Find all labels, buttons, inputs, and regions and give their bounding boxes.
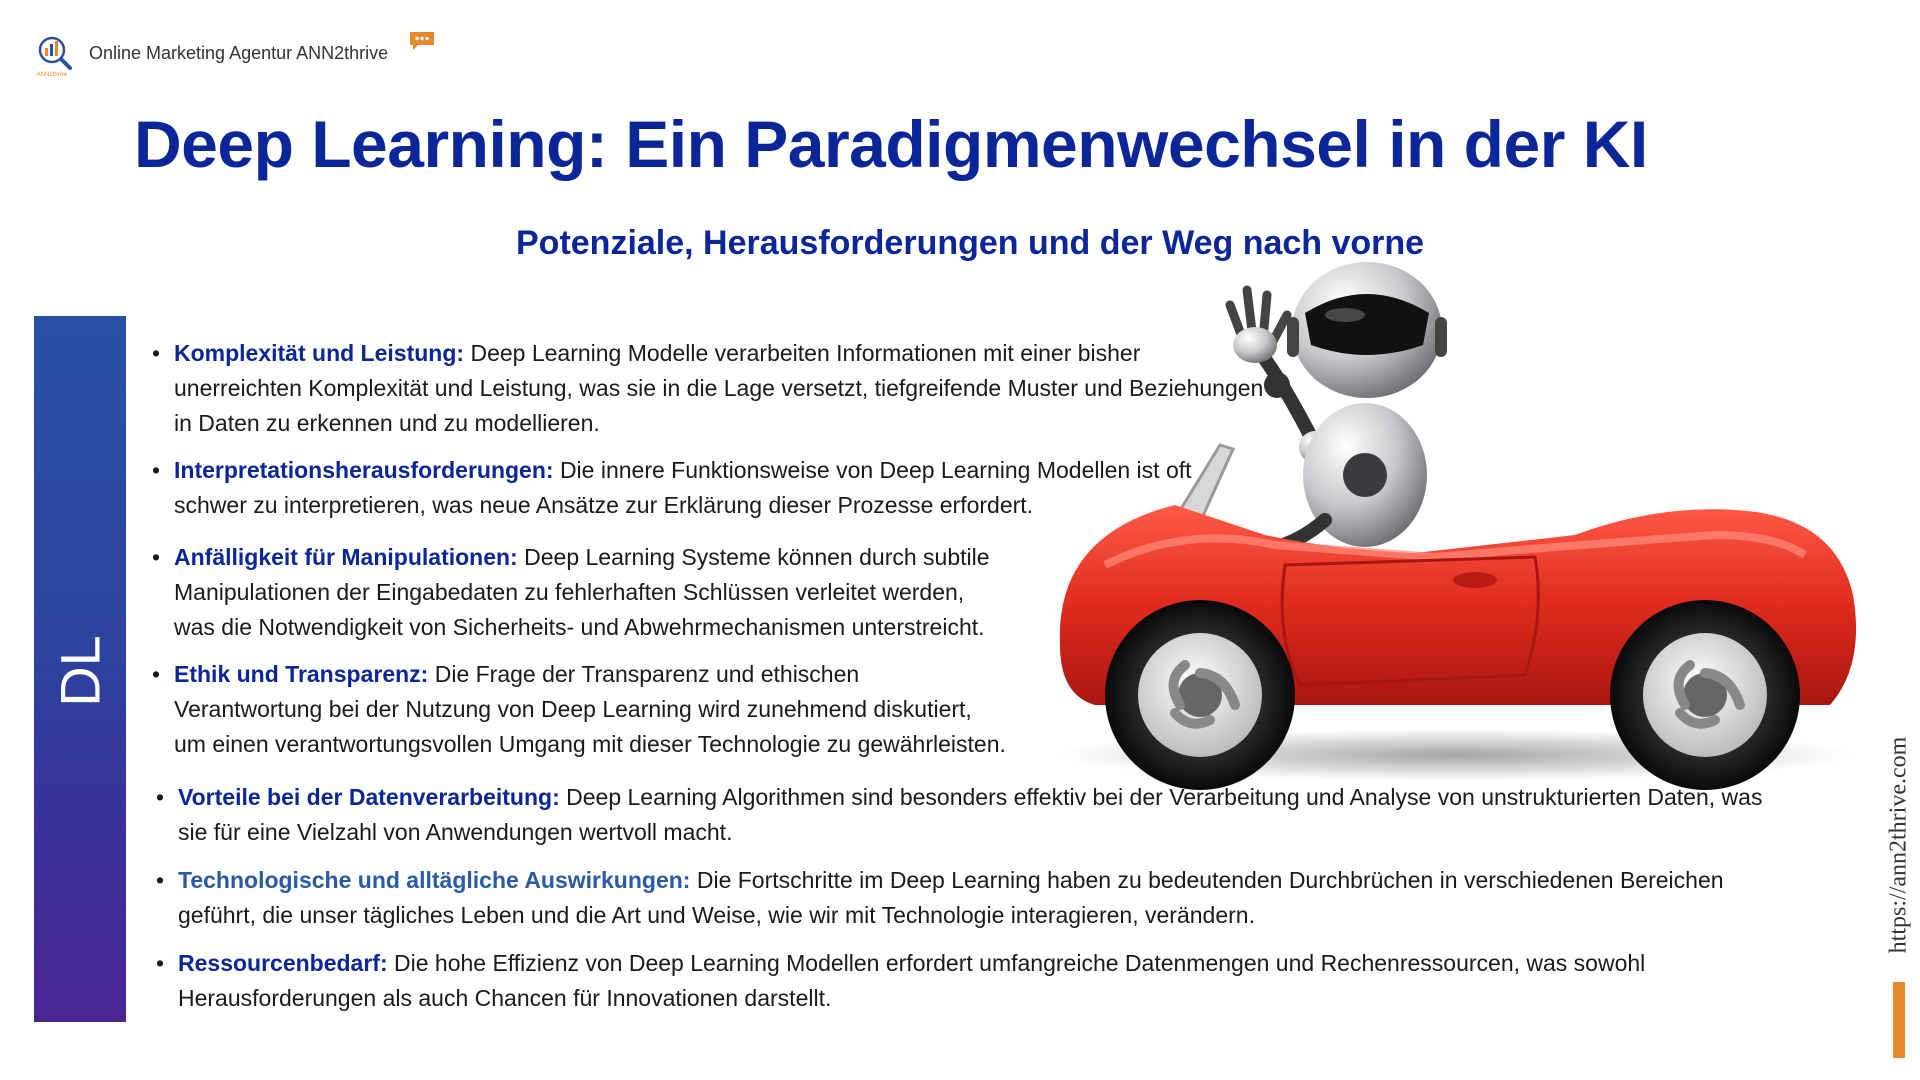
side-label: DL bbox=[48, 635, 112, 707]
bullet-dot: • bbox=[152, 340, 161, 366]
bullet-line: unerreichten Komplexität und Leistung, was sie in die Lage versetzt, tiefgreifende Muster und Beziehungen bbox=[174, 375, 1264, 401]
bullet-dot: • bbox=[152, 661, 161, 687]
slide-subtitle: Potenziale, Herausforderungen und der Weg nach vorne bbox=[516, 224, 1425, 262]
bullet-dot: • bbox=[152, 544, 161, 570]
bullet-line: sie für eine Vielzahl von Anwendungen wertvoll macht. bbox=[178, 819, 733, 845]
bullet-line: Die Fortschritte im Deep Learning haben zu bedeutenden Durchbrüchen in verschiedenen Bereichen bbox=[696, 867, 1724, 893]
bullet-term: Ressourcenbedarf: bbox=[178, 950, 388, 976]
bullet-line: schwer zu interpretieren, was neue Ansätze zur Erklärung dieser Prozesse erfordert. bbox=[174, 492, 1034, 518]
header-brand[interactable]: Online Marketing Agentur ANN2thrive bbox=[89, 43, 389, 63]
bullet-term: Anfälligkeit für Manipulationen: bbox=[174, 544, 518, 570]
bullet-dot: • bbox=[152, 457, 161, 483]
bullet-term: Ethik und Transparenz: bbox=[174, 661, 429, 687]
bullet-term: Komplexität und Leistung: bbox=[174, 340, 465, 366]
bullet-line: in Daten zu erkennen und zu modellieren. bbox=[174, 410, 600, 436]
bullet-ethics bbox=[152, 657, 1374, 762]
bullet-line: was die Notwendigkeit von Sicherheits- und Abwehrmechanismen unterstreicht. bbox=[174, 614, 985, 640]
accent-bar bbox=[1893, 982, 1905, 1058]
bullet-resources bbox=[156, 946, 1878, 1016]
bullet-line: Die Frage der Transparenz und ethischen bbox=[434, 661, 860, 687]
slide-title: Deep Learning: Ein Paradigmenwechsel in der KI bbox=[134, 107, 1648, 181]
bullet-line: Deep Learning Modelle verarbeiten Informationen mit einer bisher bbox=[470, 340, 1141, 366]
bullet-dot: • bbox=[156, 784, 165, 810]
bullet-manipulation bbox=[152, 540, 1374, 645]
bullet-line: Deep Learning Systeme können durch subtile bbox=[524, 544, 990, 570]
website-url[interactable]: https://ann2thrive.com bbox=[1885, 736, 1912, 954]
bullet-line: Verantwortung bei der Nutzung von Deep Learning wird zunehmend diskutiert, bbox=[174, 696, 972, 722]
comment-bubble-icon[interactable] bbox=[408, 30, 436, 52]
bullet-line: Deep Learning Algorithmen sind besonders effektiv bei der Verarbeitung und Analyse von unstrukturierten Daten, was bbox=[566, 784, 1763, 810]
bullet-line: Die hohe Effizienz von Deep Learning Modellen erfordert umfangreiche Datenmengen und Rechenressourcen, was sowohl bbox=[394, 950, 1646, 976]
bullet-line: Manipulationen der Eingabedaten zu fehlerhaften Schlüssen verleitet werden, bbox=[174, 579, 965, 605]
bullet-line: Herausforderungen als auch Chancen für Innovationen darstellt. bbox=[178, 985, 832, 1011]
bullet-dot: • bbox=[156, 950, 165, 976]
bullet-term: Vorteile bei der Datenverarbeitung: bbox=[178, 784, 560, 810]
side-bar bbox=[34, 316, 126, 1022]
bullet-line: geführt, die unser tägliches Leben und die Art und Weise, wie wir mit Technologie interagieren, verändern. bbox=[178, 902, 1255, 928]
bullet-term: Technologische und alltägliche Auswirkungen: bbox=[178, 867, 691, 893]
logo-text: ANN2thrive bbox=[36, 72, 68, 78]
bullet-impact bbox=[156, 863, 1878, 933]
bullet-term: Interpretationsherausforderungen: bbox=[174, 457, 554, 483]
bullet-complexity bbox=[152, 336, 1374, 441]
bullet-line: Die innere Funktionsweise von Deep Learning Modellen ist oft bbox=[559, 457, 1192, 483]
bullet-interpretation bbox=[152, 453, 1374, 523]
ann2thrive-logo-icon[interactable] bbox=[30, 32, 74, 78]
bullet-data-processing bbox=[156, 780, 1878, 850]
bullet-line: um einen verantwortungsvollen Umgang mit dieser Technologie zu gewährleisten. bbox=[174, 731, 1006, 757]
bullet-dot: • bbox=[156, 867, 165, 893]
